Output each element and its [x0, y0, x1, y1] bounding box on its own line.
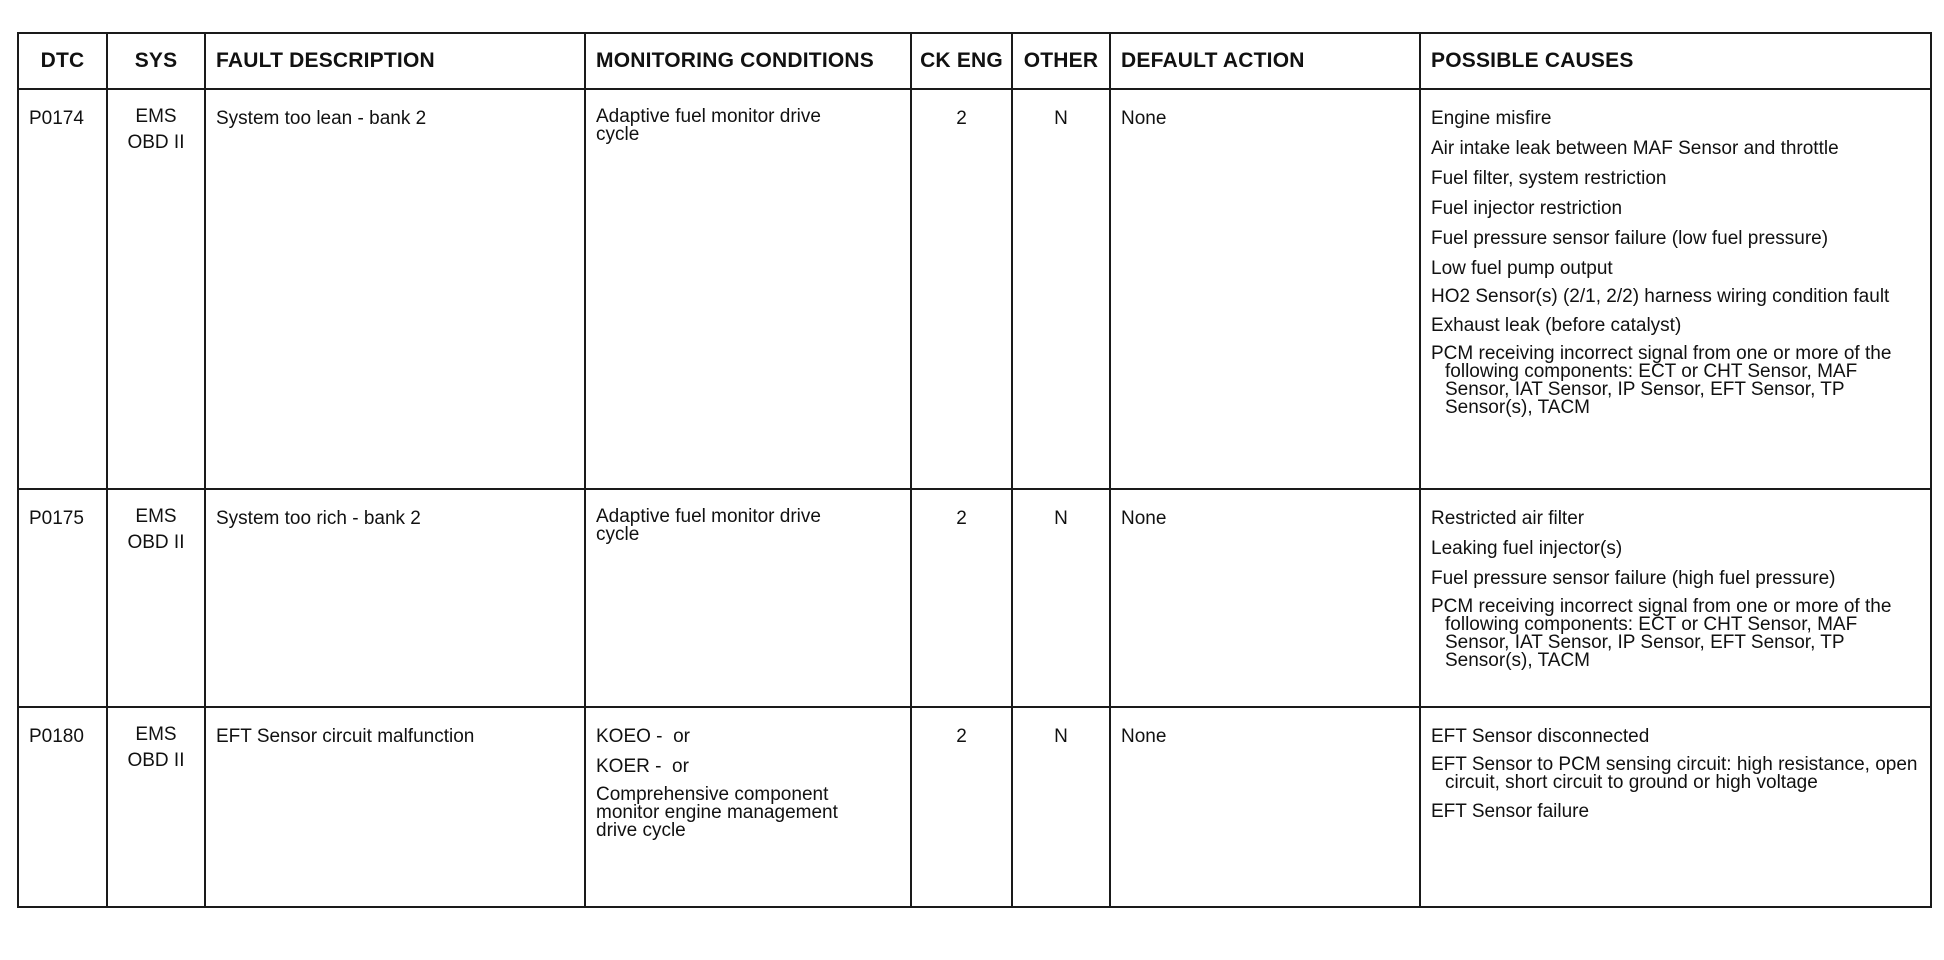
dtc-table [17, 32, 1932, 908]
other: N [1012, 489, 1110, 707]
sys-cell [107, 707, 205, 907]
monitoring-conditions [585, 89, 911, 489]
monitoring-conditions [585, 707, 911, 907]
fault-description: System too lean - bank 2 [205, 89, 585, 489]
header-other: OTHER [1012, 33, 1110, 89]
sys-line: OBD II [127, 750, 185, 771]
possible-cause: Low fuel pump output [1431, 258, 1613, 279]
possible-cause: HO2 Sensor(s) (2/1, 2/2) harness wiring condition fault [1431, 286, 1890, 307]
possible-cause: Air intake leak between MAF Sensor and throttle [1431, 138, 1839, 159]
monitoring-condition: KOER - or [596, 756, 689, 777]
possible-cause: PCM receiving incorrect signal from one or more of the following components: ECT or CHT Sensor, MAF Sensor, IAT Sensor, IP Sensor, EFT Sensor, TP Sensor(s), TACM [1431, 596, 1892, 671]
header-sys: SYS [107, 33, 205, 89]
possible-cause: Restricted air filter [1431, 508, 1585, 529]
table-row [18, 89, 1931, 489]
possible-causes [1420, 707, 1931, 907]
dtc-code: P0180 [18, 707, 107, 907]
default-action: None [1110, 707, 1420, 907]
header-fault-description: FAULT DESCRIPTION [205, 33, 585, 89]
fault-description: EFT Sensor circuit malfunction [205, 707, 585, 907]
sys-line: EMS [135, 106, 177, 127]
possible-cause: Fuel pressure sensor failure (high fuel pressure) [1431, 568, 1836, 589]
header-possible-causes: POSSIBLE CAUSES [1420, 33, 1931, 89]
other: N [1012, 707, 1110, 907]
header-dtc: DTC [18, 33, 107, 89]
possible-causes [1420, 489, 1931, 707]
possible-cause: PCM receiving incorrect signal from one or more of the following components: ECT or CHT Sensor, MAF Sensor, IAT Sensor, IP Sensor, EFT Sensor, TP Sensor(s), TACM [1431, 343, 1892, 418]
monitoring-condition: Comprehensive component monitor engine management drive cycle [596, 784, 838, 841]
dtc-code: P0175 [18, 489, 107, 707]
header-row [18, 33, 1931, 89]
table-row [18, 489, 1931, 707]
fault-description: System too rich - bank 2 [205, 489, 585, 707]
sys-line: OBD II [127, 132, 185, 153]
possible-cause: Fuel injector restriction [1431, 198, 1623, 219]
ck-eng: 2 [911, 89, 1012, 489]
possible-cause: Leaking fuel injector(s) [1431, 538, 1623, 559]
monitoring-condition: Adaptive fuel monitor drive cycle [596, 106, 821, 145]
possible-cause: EFT Sensor to PCM sensing circuit: high resistance, open circuit, short circuit to ground or high voltage [1431, 754, 1918, 793]
possible-cause: Engine misfire [1431, 108, 1552, 129]
possible-cause: Exhaust leak (before catalyst) [1431, 315, 1682, 336]
possible-cause: Fuel pressure sensor failure (low fuel pressure) [1431, 228, 1829, 249]
sys-line: OBD II [127, 532, 185, 553]
monitoring-condition: Adaptive fuel monitor drive cycle [596, 506, 821, 545]
sys-cell [107, 489, 205, 707]
monitoring-conditions [585, 489, 911, 707]
header-monitoring-conditions: MONITORING CONDITIONS [585, 33, 911, 89]
default-action: None [1110, 89, 1420, 489]
possible-cause: Fuel filter, system restriction [1431, 168, 1667, 189]
possible-cause: EFT Sensor disconnected [1431, 726, 1650, 747]
ck-eng: 2 [911, 707, 1012, 907]
table-row [18, 707, 1931, 907]
sys-line: EMS [135, 724, 177, 745]
possible-causes [1420, 89, 1931, 489]
ck-eng: 2 [911, 489, 1012, 707]
sys-cell [107, 89, 205, 489]
dtc-code: P0174 [18, 89, 107, 489]
header-ck-eng: CK ENG [911, 33, 1012, 89]
header-default-action: DEFAULT ACTION [1110, 33, 1420, 89]
monitoring-condition: KOEO - or [596, 726, 690, 747]
possible-cause: EFT Sensor failure [1431, 801, 1590, 822]
sys-line: EMS [135, 506, 177, 527]
default-action: None [1110, 489, 1420, 707]
other: N [1012, 89, 1110, 489]
